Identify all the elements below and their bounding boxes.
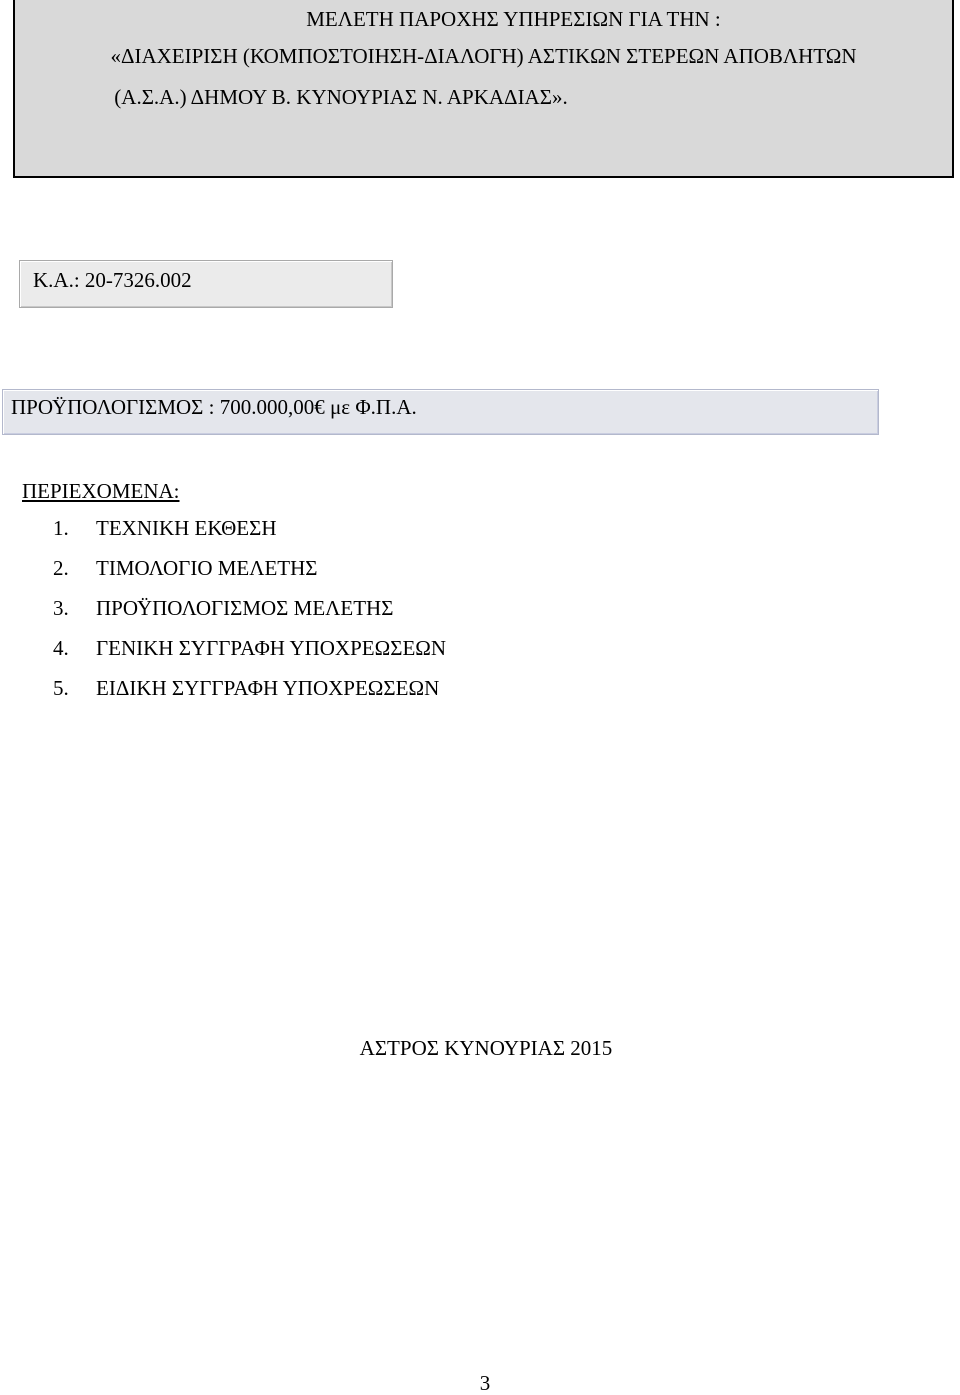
list-item-number: 4. bbox=[53, 636, 69, 660]
budget-text: ΠΡΟΫΠΟΛΟΓΙΣΜΟΣ : 700.000,00€ με Φ.Π.Α. bbox=[11, 395, 417, 419]
list-item-label: ΤΕΧΝΙΚΗ ΕΚΘΕΣΗ bbox=[96, 516, 277, 540]
list-item-number: 3. bbox=[53, 596, 69, 620]
list-item-number: 2. bbox=[53, 556, 69, 580]
title-line-3: (Α.Σ.Α.) ΔΗΜΟΥ Β. ΚΥΝΟΥΡΙΑΣ Ν. ΑΡΚΑΔΙΑΣ». bbox=[114, 85, 568, 109]
list-item bbox=[53, 515, 446, 555]
ka-code-text: Κ.Α.: 20-7326.002 bbox=[33, 268, 192, 292]
list-item bbox=[53, 675, 446, 715]
list-item-number: 1. bbox=[53, 516, 69, 540]
title-box bbox=[13, 0, 954, 178]
list-item bbox=[53, 595, 446, 635]
list-item bbox=[53, 555, 446, 595]
budget-box bbox=[2, 389, 879, 435]
list-item bbox=[53, 635, 446, 675]
list-item-label: ΕΙΔΙΚΗ ΣΥΓΓΡΑΦΗ ΥΠΟΧΡΕΩΣΕΩΝ bbox=[96, 676, 440, 700]
contents-heading: ΠΕΡΙΕΧΟΜΕΝΑ: bbox=[22, 479, 180, 503]
list-item-label: ΤΙΜΟΛΟΓΙΟ ΜΕΛΕΤΗΣ bbox=[96, 556, 318, 580]
footer-place-year: ΑΣΤΡΟΣ ΚΥΝΟΥΡΙΑΣ 2015 bbox=[359, 1036, 613, 1060]
page-number: 3 bbox=[479, 1371, 491, 1395]
ka-code-box bbox=[19, 260, 393, 308]
list-item-number: 5. bbox=[53, 676, 69, 700]
contents-list bbox=[53, 515, 446, 715]
title-line-2: «ΔΙΑΧΕΙΡΙΣΗ (ΚΟΜΠΟΣΤΟΙΗΣΗ-ΔΙΑΛΟΓΗ) ΑΣΤΙΚΩΝ ΣΤΕΡΕΩΝ ΑΠΟΒΛΗΤΩΝ bbox=[110, 44, 857, 68]
title-line-1: ΜΕΛΕΤΗ ΠΑΡΟΧΗΣ ΥΠΗΡΕΣΙΩΝ ΓΙΑ ΤΗΝ : bbox=[306, 7, 721, 31]
list-item-label: ΓΕΝΙΚΗ ΣΥΓΓΡΑΦΗ ΥΠΟΧΡΕΩΣΕΩΝ bbox=[96, 636, 447, 660]
list-item-label: ΠΡΟΫΠΟΛΟΓΙΣΜΟΣ ΜΕΛΕΤΗΣ bbox=[96, 596, 394, 620]
